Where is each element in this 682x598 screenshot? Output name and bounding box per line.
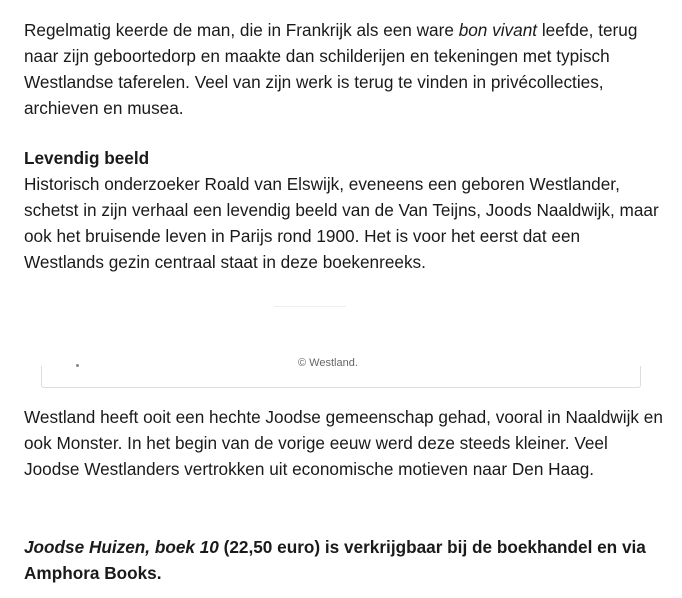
embed-mark bbox=[76, 364, 79, 367]
availability-text: (22,50 euro) is verkrijgbaar bij de boekhandel en via Amphora Books. bbox=[24, 537, 646, 583]
paragraph-availability bbox=[24, 534, 664, 586]
divider bbox=[274, 306, 346, 307]
paragraph-intro bbox=[24, 17, 664, 121]
paragraph-community: Westland heeft ooit een hechte Joodse gemeenschap gehad, vooral in Naaldwijk en ook Monster. In het begin van de vorige eeuw werd deze steeds kleiner. Veel Joodse Westlanders vertrokken uit economische motieven naar Den Haag. bbox=[24, 407, 663, 479]
book-title: Joodse Huizen, boek 10 bbox=[24, 537, 219, 557]
embedded-image-frame bbox=[41, 357, 641, 388]
paragraph-intro-part2: leefde, terug naar zijn geboortedorp en maakte dan schilderijen en tekeningen met typisch Westlandse taferelen. Veel van zijn werk is terug te vinden in privécollecties, archieven en musea. bbox=[24, 20, 638, 118]
embed-caption: © Westland. bbox=[298, 357, 358, 369]
section-heading: Levendig beeld bbox=[24, 148, 150, 168]
paragraph-author: Historisch onderzoeker Roald van Elswijk, eveneens een geboren Westlander, schetst in zijn verhaal een levendig beeld van de Van Teijns, Joods Naaldwijk, maar ook het bruisende leven in Parijs rond 1900. Het is voor het eerst dat een Westlands gezin centraal staat in deze boekenreeks. bbox=[24, 174, 659, 272]
article-body bbox=[24, 17, 664, 275]
paragraph-intro-italic: bon vivant bbox=[458, 20, 538, 40]
paragraph-intro-part1: Regelmatig keerde de man, die in Frankrijk als een ware bbox=[24, 20, 459, 40]
